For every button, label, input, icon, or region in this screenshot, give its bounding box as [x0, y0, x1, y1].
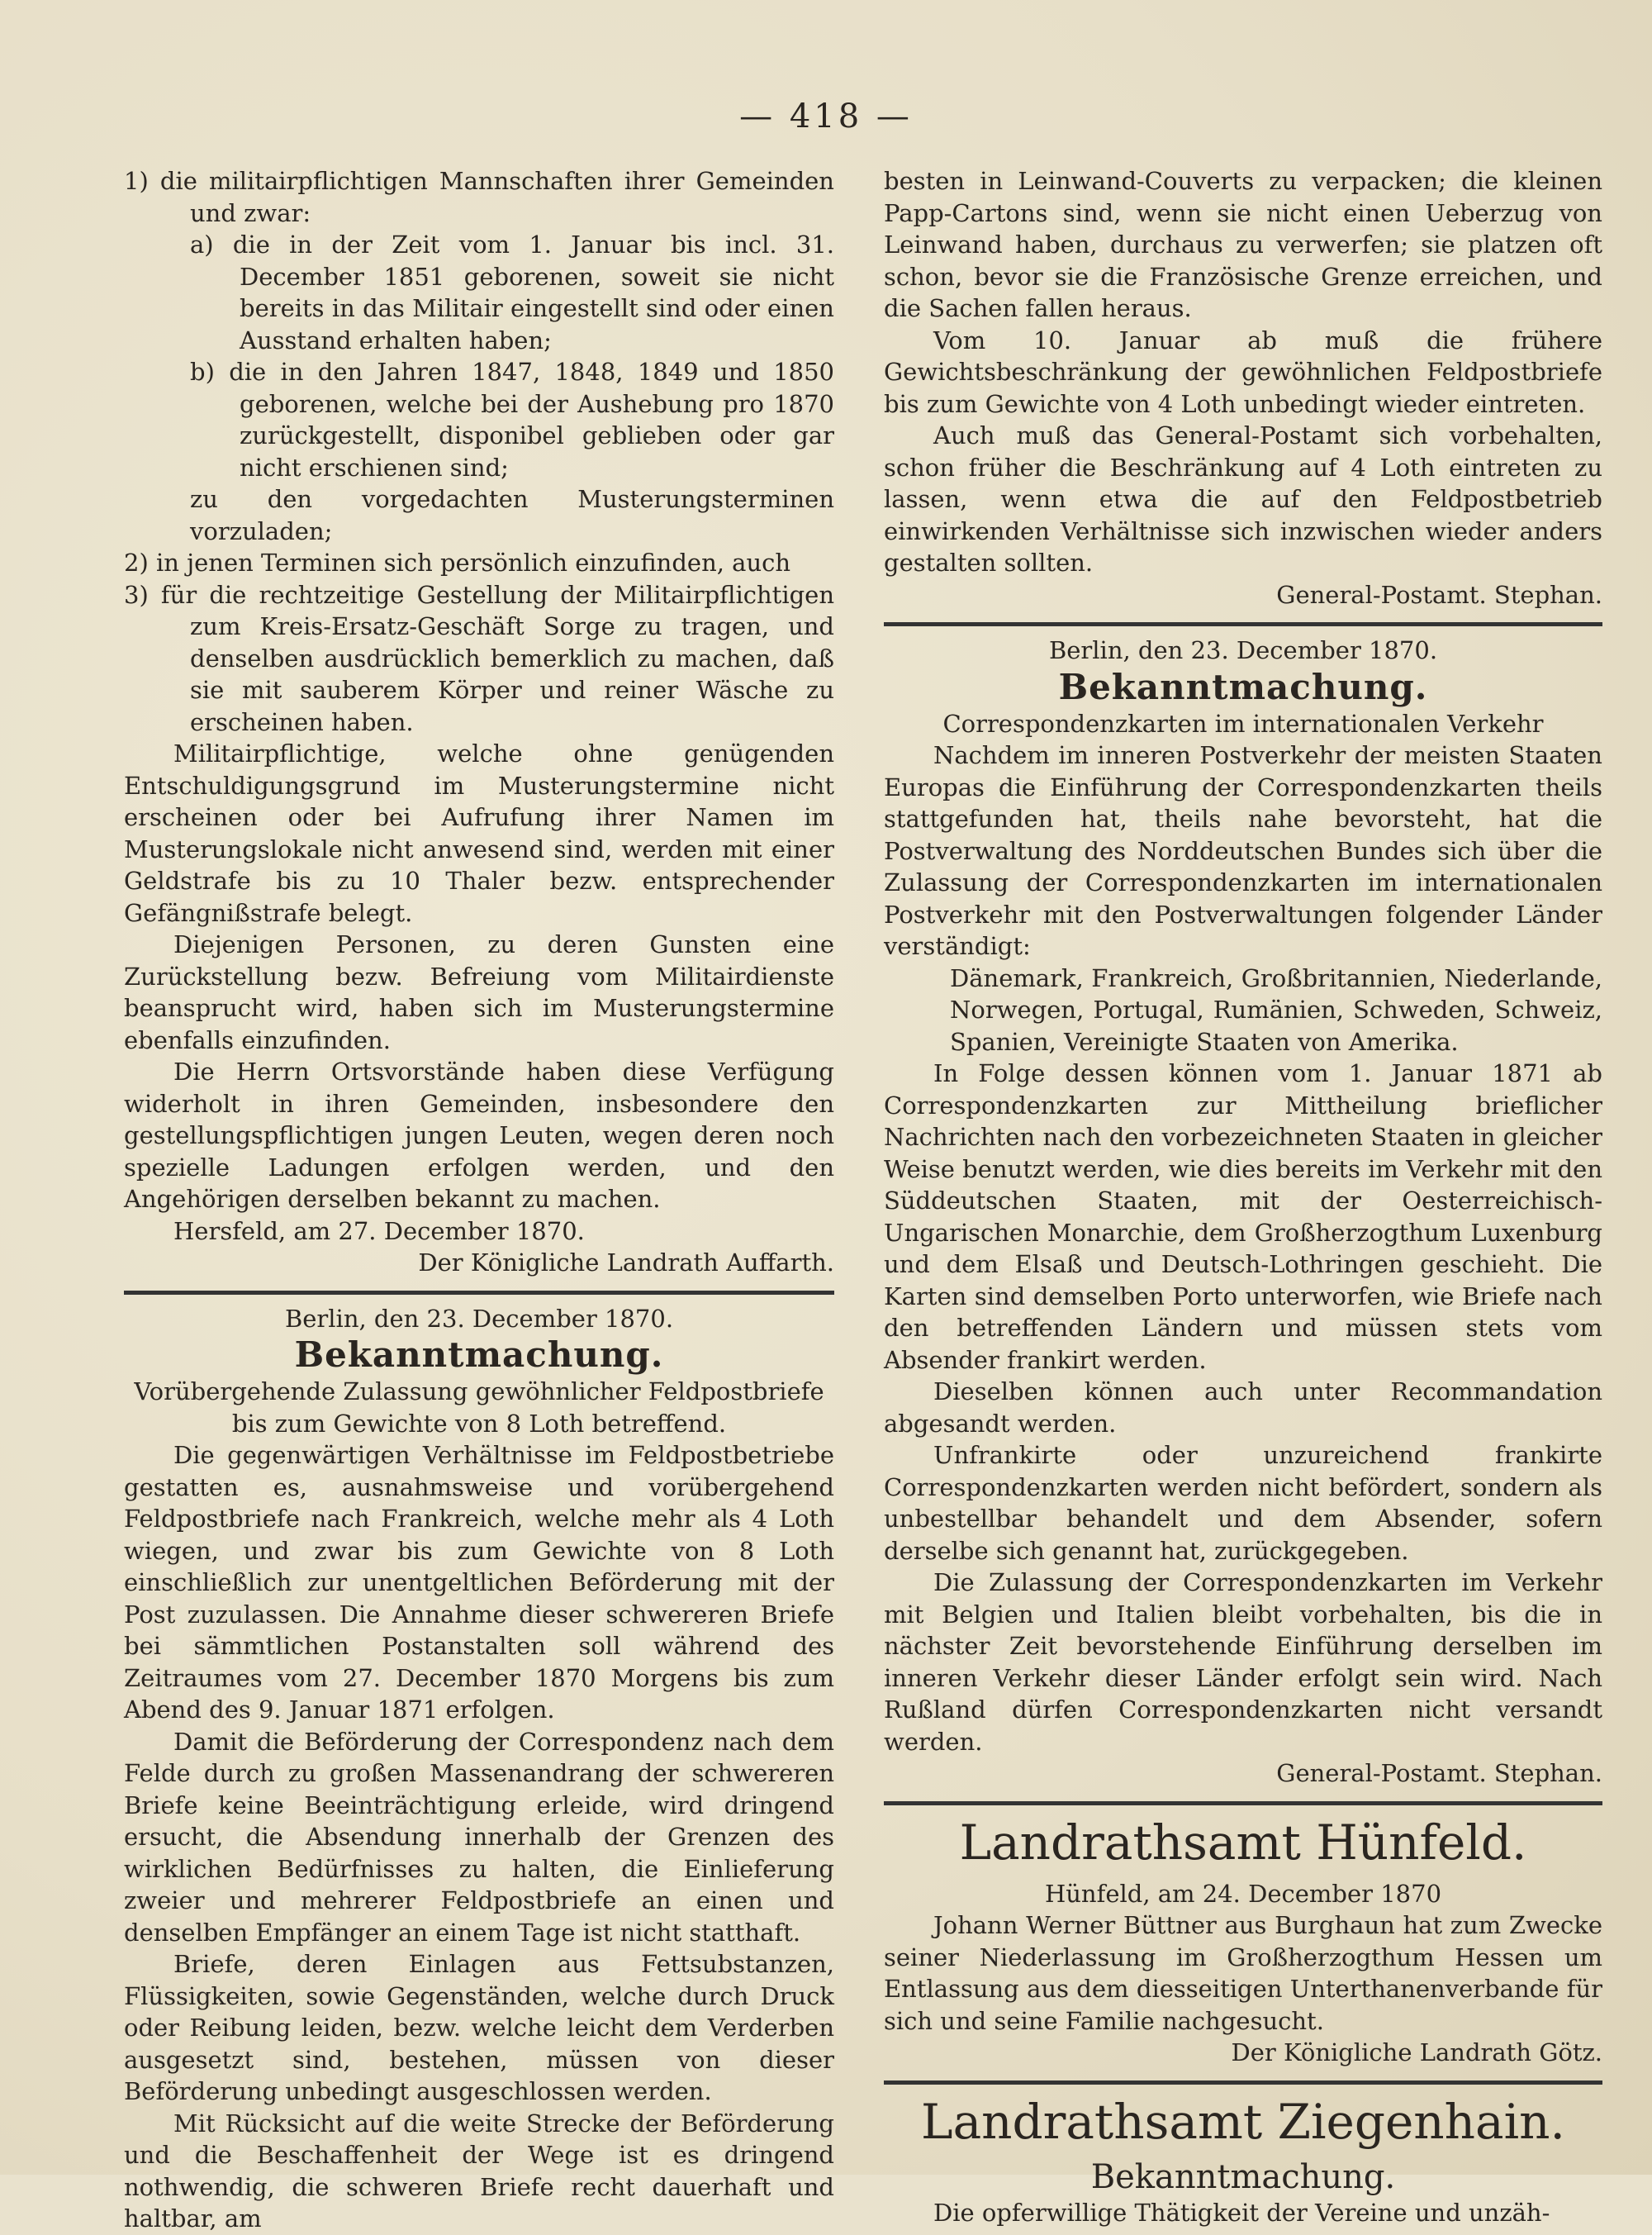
list-item: a) die in der Zeit vom 1. Januar bis incl. 31. December 1851 geborenen, soweit sie nicht bereits in das Militair eingestellt sind oder einen Ausstand erhalten haben;	[190, 231, 834, 354]
signature: Der Königliche Landrath Götz.	[1231, 2038, 1602, 2066]
notice-date: Berlin, den 23. December 1870.	[284, 1304, 674, 1333]
notice-date: Hünfeld, am 24. December 1870	[1044, 1879, 1442, 1908]
divider	[124, 1291, 834, 1295]
right-column	[884, 165, 1602, 2228]
paragraph: Nachdem im inneren Postverkehr der meisten Staaten Europas die Einführung der Correspondenzkarten theils stattgefunden hat, theils nahe bevorsteht, hat die Postverwaltung des Norddeutschen Bundes sich über die Zulassung der Correspondenzkarten im internationalen Postverkehr mit den Postverwaltungen folgender Länder verständigt:	[884, 741, 1602, 960]
paragraph: Johann Werner Büttner aus Burghaun hat zum Zwecke seiner Niederlassung im Großherzogthum Hessen um Entlassung aus dem diesseitigen Unterthanenverbande für sich und seine Familie nachgesucht.	[884, 1911, 1602, 2035]
list-item: 2) in jenen Terminen sich persönlich einzufinden, auch	[124, 549, 791, 577]
paragraph: Auch muß das General-Postamt sich vorbehalten, schon früher die Beschränkung auf 4 Loth eintreten zu lassen, wenn etwa die auf den Feldpostbetrieb einwirkenden Verhältnisse sich inzwischen wieder anders gestalten sollten.	[884, 421, 1602, 577]
paragraph: Die gegenwärtigen Verhältnisse im Feldpostbetriebe gestatten es, ausnahmsweise und vorübergehend Feldpostbriefe nach Frankreich, welche mehr als 4 Loth wiegen, und zwar bis zum Gewichte von 8 Loth einschließlich zur unentgeltlichen Beförderung mit der Post zuzulassen. Die Annahme dieser schwereren Briefe bei sämmtlichen Postanstalten soll während des Zeitraumes vom 27. December 1870 Morgens bis zum Abend des 9. Januar 1871 erfolgen.	[124, 1441, 834, 1724]
paragraph: Die Herrn Ortsvorstände haben diese Verfügung widerholt in ihren Gemeinden, insbesondere den gestellungspflichtigen jungen Leuten, wegen deren noch spezielle Ladungen erfolgen werden, und den Angehörigen derselben bekannt zu machen.	[124, 1058, 834, 1213]
paragraph: Mit Rücksicht auf die weite Strecke der Beförderung und die Beschaffenheit der Wege ist es dringend nothwendig, die schweren Briefe recht dauerhaft und haltbar, am	[124, 2109, 834, 2233]
paragraph: Dieselben können auch unter Recommandation abgesandt werden.	[884, 1377, 1602, 1438]
notice-heading: Bekanntmachung.	[294, 1334, 664, 1375]
list-item: 3) für die rechtzeitige Gestellung der Militairpflichtigen zum Kreis-Ersatz-Geschäft Sorge zu tragen, und denselben ausdrücklich bemerklich zu machen, daß sie mit sauberem Körper und reiner Wäsche zu erscheinen haben.	[124, 580, 834, 736]
notice-subject: Vorübergehende Zulassung gewöhnlicher Feldpostbriefe bis zum Gewichte von 8 Loth betreffend.	[134, 1377, 824, 1438]
paragraph: In Folge dessen können vom 1. Januar 1871 ab Correspondenzkarten zur Mittheilung brieflicher Nachrichten nach den vorbezeichneten Staaten in gleicher Weise benutzt werden, wie dies bereits im Verkehr mit den Süddeutschen Staaten, mit der Oesterreichisch-Ungarischen Monarchie, dem Großherzogthum Luxenburg und dem Elsaß und Deutsch-Lothringen geschieht. Die Karten sind demselben Porto unterworfen, wie Briefe nach den betreffenden Ländern und müssen stets vom Absender frankirt werden.	[884, 1059, 1602, 1374]
paragraph: besten in Leinwand-Couverts zu verpacken; die kleinen Papp-Cartons sind, wenn sie nicht einen Ueberzug von Leinwand haben, durchaus zu verwerfen; sie platzen oft schon, bevor sie die Französische Grenze erreichen, und die Sachen fallen heraus.	[884, 167, 1602, 322]
notice-heading: Bekanntmachung.	[1058, 666, 1428, 707]
divider	[884, 2080, 1602, 2085]
notice-heading: Bekanntmachung.	[1090, 2157, 1396, 2196]
signature: General-Postamt. Stephan.	[1276, 1759, 1602, 1787]
page-number: — 418 —	[739, 97, 913, 136]
divider	[884, 1801, 1602, 1805]
paragraph: Militairpflichtige, welche ohne genügenden Entschuldigungsgrund im Musterungstermine nicht erscheinen oder bei Aufrufung ihrer Namen im Musterungslokale nicht anwesend sind, werden mit einer Geldstrafe bis zu 10 Thaler bezw. entsprechender Gefängnißstrafe belegt.	[124, 739, 834, 927]
notice-subject: Correspondenzkarten im internationalen Verkehr	[942, 709, 1544, 738]
paragraph: Briefe, deren Einlagen aus Fettsubstanzen, Flüssigkeiten, sowie Gegenständen, welche durch Druck oder Reibung leiden, bezw. welche leicht dem Verderben ausgesetzt sind, bestehen, müssen von dieser Beförderung unbedingt ausgeschlossen werden.	[124, 1950, 834, 2105]
paragraph: Damit die Beförderung der Correspondenz nach dem Felde durch zu großen Massenandrang der schwereren Briefe keine Beeinträchtigung erleide, wird dringend ersucht, die Absendung innerhalb der Grenzen des wirklichen Bedürfnisses zu halten, die Einlieferung zweier und mehrerer Feldpostbriefe an einen und denselben Empfänger an einem Tage ist nicht statthaft.	[124, 1727, 834, 1947]
list-item: zu den vorgedachten Musterungsterminen vorzuladen;	[190, 485, 834, 545]
signature: Der Königliche Landrath Auffarth.	[418, 1248, 834, 1277]
paragraph: Unfrankirte oder unzureichend frankirte Correspondenzkarten werden nicht befördert, sondern als unbestellbar behandelt und dem Absender, sofern derselbe sich genannt hat, zurückgegeben.	[884, 1441, 1602, 1565]
left-column	[124, 165, 834, 2235]
office-title: Landrathsamt Ziegenhain.	[921, 2093, 1565, 2150]
list-item: b) die in den Jahren 1847, 1848, 1849 und 1850 geborenen, welche bei der Aushebung pro 1870 zurückgestellt, disponibel geblieben oder gar nicht erschienen sind;	[190, 358, 834, 482]
paragraph: Diejenigen Personen, zu deren Gunsten eine Zurückstellung bezw. Befreiung vom Militairdienste beansprucht wird, haben sich im Musterungstermine ebenfalls einzufinden.	[124, 930, 834, 1054]
signature: General-Postamt. Stephan.	[1276, 580, 1602, 609]
paragraph: Die opferwillige Thätigkeit der Vereine und unzäh-	[933, 2198, 1550, 2227]
notice-date: Berlin, den 23. December 1870.	[1048, 636, 1438, 664]
divider	[884, 622, 1602, 626]
place-date: Hersfeld, am 27. December 1870.	[173, 1216, 585, 1245]
office-title: Landrathsamt Hünfeld.	[959, 1814, 1527, 1871]
paragraph: Die Zulassung der Correspondenzkarten im Verkehr mit Belgien und Italien bleibt vorbehalten, bis die in nächster Zeit bevorstehende Einführung derselben im inneren Verkehr dieser Länder erfolgt sein wird. Nach Rußland dürfen Correspondenzkarten nicht versandt werden.	[884, 1568, 1602, 1756]
country-list: Dänemark, Frankreich, Großbritannien, Niederlande, Norwegen, Portugal, Rumänien, Schweden, Schweiz, Spanien, Vereinigte Staaten von Amerika.	[950, 963, 1602, 1056]
paragraph: Vom 10. Januar ab muß die frühere Gewichtsbeschränkung der gewöhnlichen Feldpostbriefe bis zum Gewichte von 4 Loth unbedingt wieder eintreten.	[884, 326, 1602, 418]
list-item: 1) die militairpflichtigen Mannschaften ihrer Gemeinden und zwar:	[124, 167, 834, 227]
